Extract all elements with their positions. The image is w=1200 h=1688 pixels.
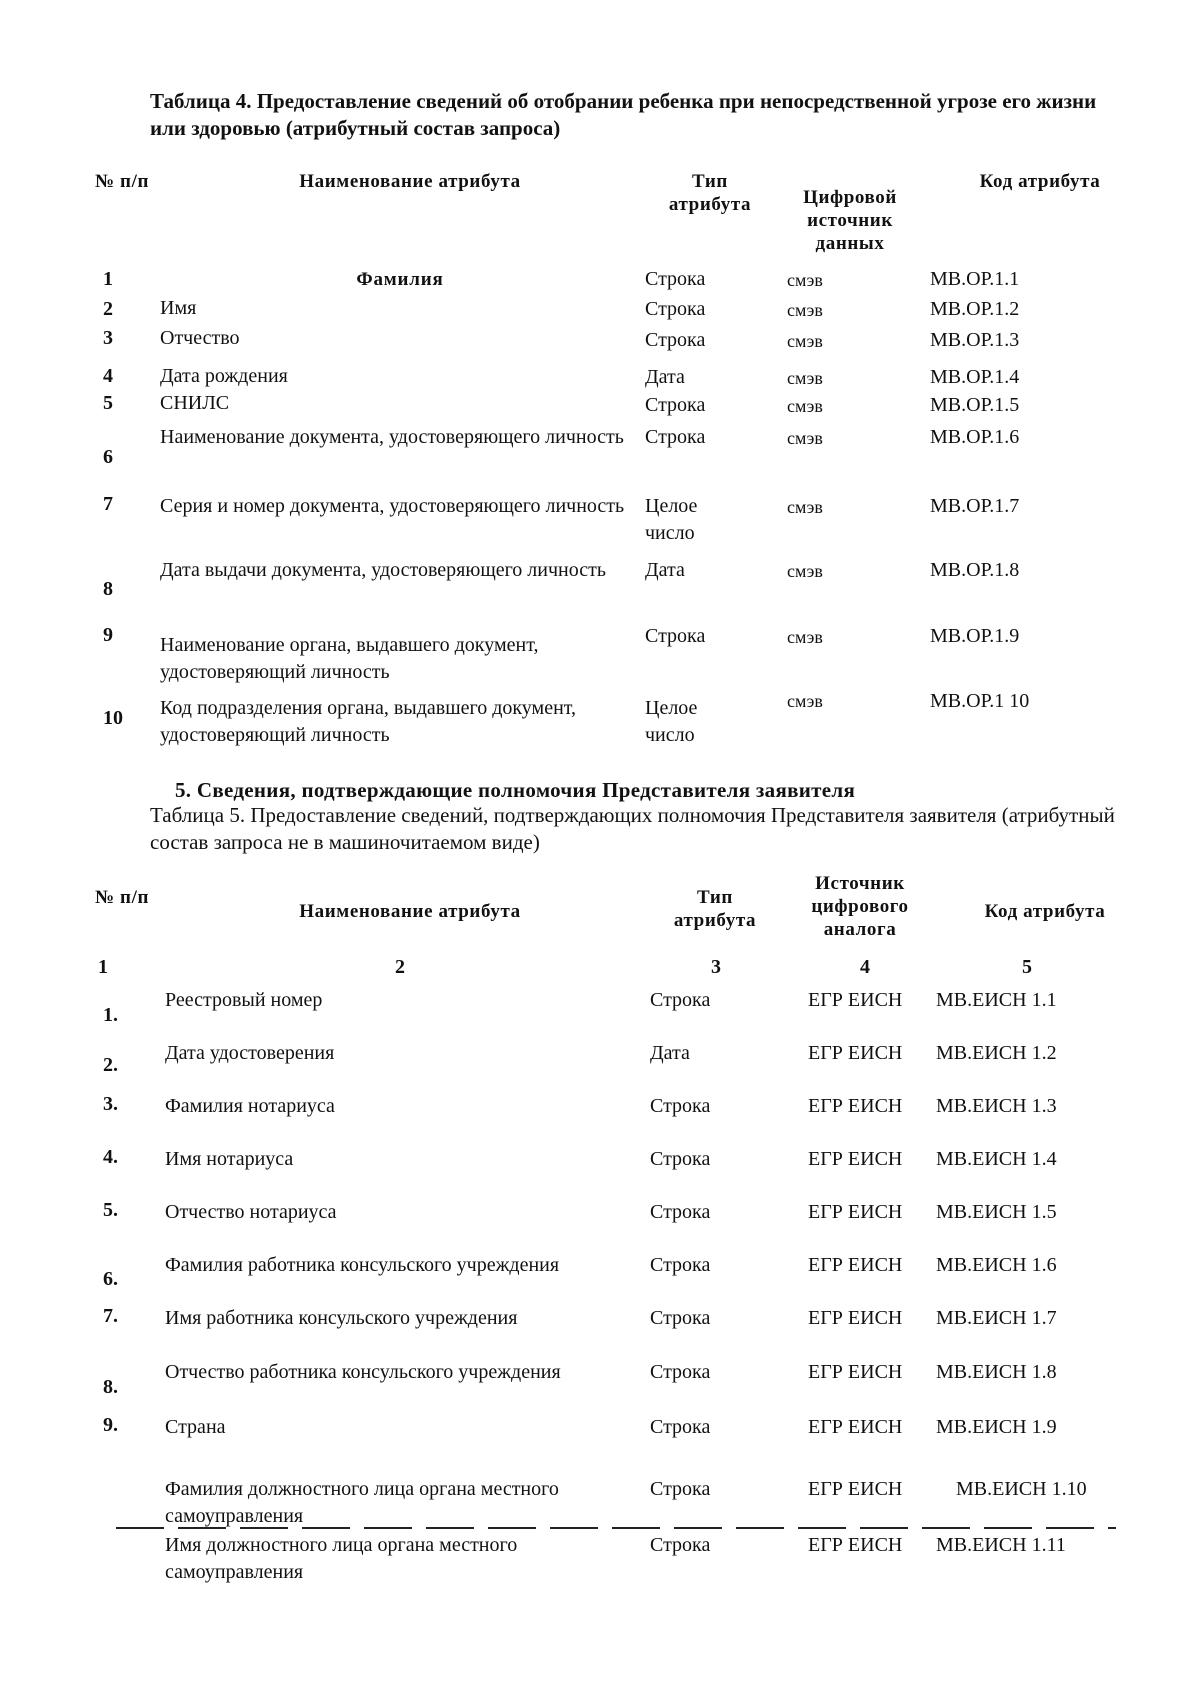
table-row-name: Имя работника консульского учреждения (165, 1307, 518, 1329)
table-row-code: МВ.ОР.1.4 (930, 366, 1020, 388)
table-row-num: 5 (103, 392, 113, 414)
table-row-num: 3. (103, 1093, 118, 1115)
table-row-source: ЕГР ЕИСН (808, 1307, 903, 1329)
table-row-num: 8 (103, 578, 113, 600)
table-row-code: МВ.ОР.1.5 (930, 394, 1020, 416)
table-row-name: Реестровый номер (165, 989, 323, 1011)
table-row-name: Имя нотариуса (165, 1148, 294, 1170)
table-row-type: Целое число (645, 495, 698, 544)
table5-caption-title: Таблица 5. (150, 803, 246, 827)
table-row-code: МВ.ЕИСН 1.6 (936, 1254, 1057, 1276)
table-row-num: 3 (103, 327, 113, 349)
table-row-type: Строка (645, 426, 706, 448)
table-row-code: МВ.ОР.1.9 (930, 625, 1020, 647)
table-row-code: МВ.ЕИСН 1.11 (936, 1534, 1066, 1556)
table-row-source: смэв (787, 428, 823, 448)
table-row-num: 7. (103, 1305, 118, 1327)
table-row-source: ЕГР ЕИСН (808, 1416, 903, 1438)
table-row-code: МВ.ЕИСН 1.3 (936, 1095, 1057, 1117)
table5-colnum: 1 (98, 956, 108, 978)
table-row-type: Строка (645, 298, 706, 320)
table-row-source: ЕГР ЕИСН (808, 1254, 903, 1276)
table-row-code: МВ.ОР.1.3 (930, 329, 1020, 351)
table-row-name: Дата удостоверения (165, 1042, 335, 1064)
table-row-type: Дата (645, 559, 685, 581)
table-row-type: Целое число (645, 697, 698, 746)
table-row-source: ЕГР ЕИСН (808, 1148, 903, 1170)
section-heading: 5. Сведения, подтверждающие полномочия Представителя заявителя (175, 778, 856, 802)
table-row-source: смэв (787, 691, 823, 711)
table5-colnum: 3 (711, 956, 721, 978)
table-row-num: 2 (103, 298, 113, 320)
table-row-name: Наименование документа, удостоверяющего личность (160, 426, 624, 448)
table-row-name: Серия и номер документа, удостоверяющего личность (160, 495, 625, 517)
table4-caption: Таблица 4. Предоставление сведений об отобрании ребенка при непосредственной угрозе его жизни или здоровью (атрибутный состав запроса) (150, 89, 1097, 140)
table-row-num: 9 (103, 624, 113, 646)
table-row-type: Строка (650, 1095, 711, 1117)
table-row-source: ЕГР ЕИСН (808, 1095, 903, 1117)
table-row-type: Строка (645, 268, 706, 290)
table5-colnum: 5 (1022, 956, 1032, 978)
table5-header-name: Наименование атрибута (299, 901, 521, 922)
table-row-code: МВ.ЕИСН 1.7 (936, 1307, 1057, 1329)
table5-header-source: Источник цифрового аналога (811, 873, 909, 940)
table5-header-type: Тип атрибута (673, 887, 757, 931)
table-row-num: 7 (103, 493, 113, 515)
table-row-type: Строка (650, 1201, 711, 1223)
table-row-type: Строка (650, 1416, 711, 1438)
table-row-type: Строка (650, 1534, 711, 1556)
table-row-source: ЕГР ЕИСН (808, 989, 903, 1011)
table-row-source: ЕГР ЕИСН (808, 1478, 903, 1500)
table-row-source: ЕГР ЕИСН (808, 1042, 903, 1064)
table-row-name: Код подразделения органа, выдавшего документ, удостоверяющий личность (160, 697, 577, 746)
table5-caption (150, 802, 1130, 856)
table-row-code: МВ.ЕИСН 1.1 (936, 989, 1057, 1011)
table5-colnum: 4 (860, 956, 870, 978)
table-row-code: МВ.ОР.1.8 (930, 559, 1020, 581)
table-row-name: Отчество (160, 327, 240, 349)
table-row-code: МВ.ОР.1.7 (930, 495, 1020, 517)
table-row-name: Дата рождения (160, 365, 288, 387)
table4-header-name: Наименование атрибута (299, 171, 521, 192)
table-row-type: Строка (645, 625, 706, 647)
table-row-num: 2. (103, 1054, 118, 1076)
table-row-code: МВ.ОР.1.1 (930, 268, 1020, 290)
table-row-num: 1 (103, 268, 113, 290)
table-row-num: 4. (103, 1146, 118, 1168)
table-row-source: смэв (787, 561, 823, 581)
table-row-type: Строка (650, 1254, 711, 1276)
table-row-code: МВ.ЕИСН 1.9 (936, 1416, 1057, 1438)
table-row-name: Страна (165, 1416, 226, 1438)
table4-header-type: Тип атрибута (668, 171, 752, 215)
table5-header-code: Код атрибута (984, 901, 1106, 922)
table-row-code: МВ.ОР.1.6 (930, 426, 1020, 448)
table4-header-code: Код атрибута (979, 171, 1101, 192)
table-row-name: Имя (160, 297, 197, 319)
table-row-code: МВ.ОР.1 10 (930, 690, 1030, 712)
table-row-type: Строка (650, 1478, 711, 1500)
table-row-code: МВ.ЕИСН 1.2 (936, 1042, 1057, 1064)
row-divider (116, 1527, 1116, 1529)
table-row-code: МВ.ЕИСН 1.5 (936, 1201, 1057, 1223)
table-row-name: Фамилия нотариуса (165, 1095, 335, 1117)
table-row-num: 9. (103, 1414, 118, 1436)
table-row-name: Отчество работника консульского учреждения (165, 1361, 561, 1383)
table-row-source: ЕГР ЕИСН (808, 1361, 903, 1383)
table-row-name: Фамилия должностного лица органа местного самоуправления (165, 1478, 559, 1527)
table-row-name: Имя должностного лица органа местного самоуправления (165, 1534, 518, 1583)
table-row-type: Строка (650, 1307, 711, 1329)
table-row-source: ЕГР ЕИСН (808, 1534, 903, 1556)
table-row-source: ЕГР ЕИСН (808, 1201, 903, 1223)
table-row-source: смэв (787, 396, 823, 416)
table-row-type: Дата (650, 1042, 690, 1064)
table-row-type: Строка (645, 394, 706, 416)
table4-header-source: Цифровой источник данных (803, 187, 897, 254)
table-row-name: СНИЛС (160, 392, 230, 414)
table-row-num: 8. (103, 1376, 118, 1398)
table-row-source: смэв (787, 368, 823, 388)
table-row-type: Дата (645, 366, 685, 388)
table4-header-num: № п/п (95, 171, 150, 192)
table-row-code: МВ.ЕИСН 1.4 (936, 1148, 1057, 1170)
table-row-source: смэв (787, 497, 823, 517)
table-row-type: Строка (650, 989, 711, 1011)
table-row-source: смэв (787, 627, 823, 647)
table-row-num: 4 (103, 365, 113, 387)
table-row-name: Отчество нотариуса (165, 1201, 337, 1223)
table5-header-num: № п/п (95, 887, 150, 908)
table-row-name: Дата выдачи документа, удостоверяющего личность (160, 559, 606, 581)
table-row-code: МВ.ЕИСН 1.8 (936, 1361, 1057, 1383)
table-row-source: смэв (787, 331, 823, 351)
table-row-num: 5. (103, 1199, 118, 1221)
table-row-num: 1. (103, 1004, 118, 1026)
table-row-code: МВ.ЕИСН 1.10 (956, 1478, 1087, 1500)
table-row-source: смэв (787, 300, 823, 320)
table5-caption-text: Предоставление сведений, подтверждающих полномочия Представителя заявителя (атрибутный состав запроса не в машиночитаемом виде) (150, 803, 1115, 854)
table-row-name: Наименование органа, выдавшего документ, удостоверяющий личность (160, 634, 539, 683)
table-row-name: Фамилия работника консульского учреждения (165, 1254, 560, 1276)
table-row-type: Строка (645, 329, 706, 351)
table-row-num: 6. (103, 1268, 118, 1290)
table-row-source: смэв (787, 270, 823, 290)
table-row-code: МВ.ОР.1.2 (930, 298, 1020, 320)
table-row-num: 10 (103, 707, 123, 729)
table-row-type: Строка (650, 1361, 711, 1383)
table5-colnum: 2 (395, 956, 405, 978)
table-row-type: Строка (650, 1148, 711, 1170)
table-row-name: Фамилия (356, 269, 444, 290)
table-row-num: 6 (103, 446, 113, 468)
